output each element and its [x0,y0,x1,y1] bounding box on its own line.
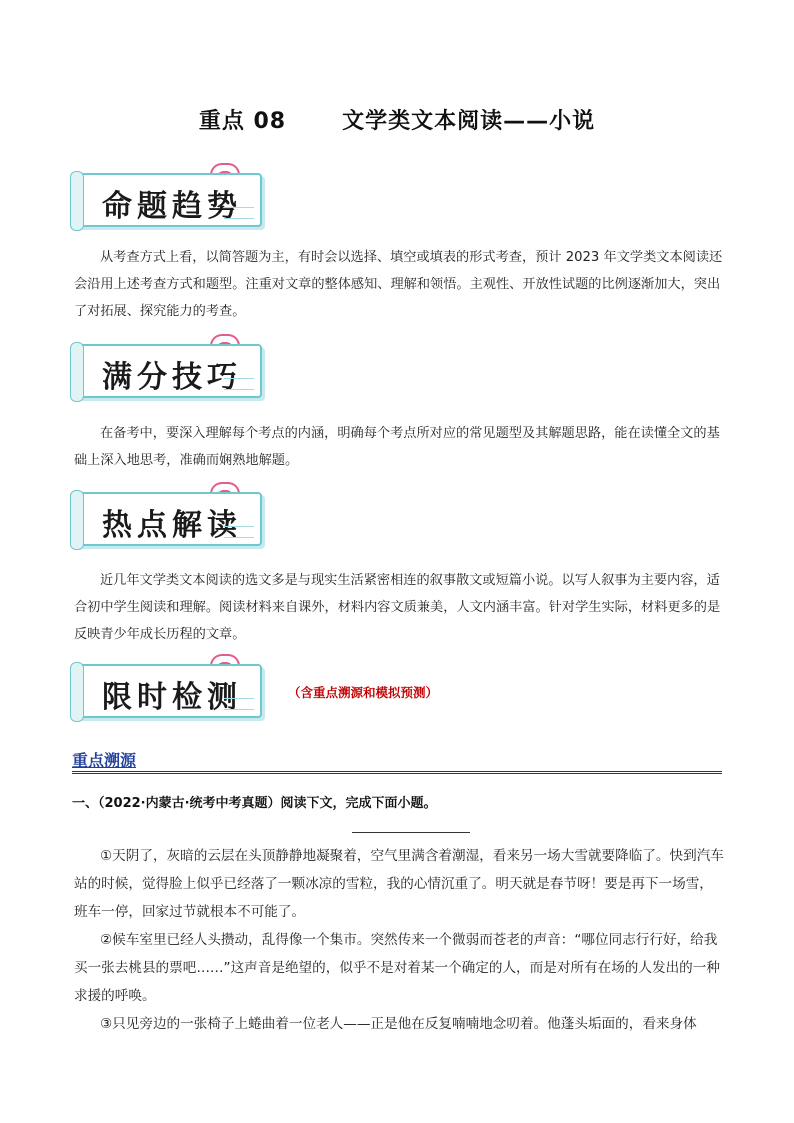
banner-frame [76,344,262,398]
page-title [0,104,794,135]
section-heading: 重点溯源 [72,751,137,770]
section-divider [72,771,722,774]
banner-label: 限时检测 [102,680,242,715]
question-heading: 一、（2022·内蒙古·统考中考真题）阅读下文，完成下面小题。 [72,796,437,811]
banner-trend [70,163,262,229]
decorative-lines [224,698,254,710]
banner-label: 命题趋势 [102,189,242,224]
decorative-lines [224,207,254,219]
decorative-lines [224,526,254,538]
banner-frame [76,492,262,546]
banner-frame [76,173,262,227]
banner-hotspot [70,482,262,548]
skills-paragraph: 在备考中，要深入理解每个考点的内涵，明确每个考点所对应的常见题型及其解题思路，能在读懂全文的基础上深入地思考，准确而娴熟地解题。 [74,426,720,468]
story-paragraph-1: ①天阴了，灰暗的云层在头顶静静地凝聚着，空气里满含着潮湿，看来另一场大雪就要降临了。快到汽车站的时候，觉得脸上似乎已经落了一颗冰凉的雪粒，我的心情沉重了。明天就是春节呀！要是再下一场雪，班车一停，回家过节就根本不可能了。 [74,848,724,920]
title-part-1: 重点 08 [198,109,287,134]
banner-label: 满分技巧 [102,360,242,395]
banner-test [70,654,262,720]
banner-frame [76,664,262,718]
story-paragraph-3: ③只见旁边的一张椅子上蜷曲着一位老人——正是他在反复喃喃地念叨着。他蓬头垢面的，看来身体 [100,1016,697,1032]
title-blank-line [352,832,470,833]
decorative-lines [224,378,254,390]
trend-paragraph: 从考查方式上看，以简答题为主，有时会以选择、填空或填表的形式考查，预计 2023 年文学类文本阅读还会沿用上述考查方式和题型。注重对文章的整体感知、理解和领悟。主观性、开放性试题的比例逐渐加大，突出了对拓展、探究能力的考查。 [74,250,723,319]
hotspot-paragraph: 近几年文学类文本阅读的选文多是与现实生活紧密相连的叙事散文或短篇小说。以写人叙事为主要内容，适合初中学生阅读和理解。阅读材料来自课外，材料内容文质兼美，人文内涵丰富。针对学生实际，材料更多的是反映青少年成长历程的文章。 [74,573,721,642]
story-paragraph-2: ②候车室里已经人头攒动，乱得像一个集市。突然传来一个微弱而苍老的声音：“哪位同志行行好，给我买一张去桃县的票吧……”这声音是绝望的，似乎不是对着某一个确定的人，而是对所有在场的人发出的一种求援的呼唤。 [74,932,720,1004]
test-note: （含重点溯源和模拟预测） [288,685,439,700]
banner-label: 热点解读 [102,508,242,543]
title-part-2: 文学类文本阅读——小说 [342,109,596,134]
banner-skills [70,334,262,400]
